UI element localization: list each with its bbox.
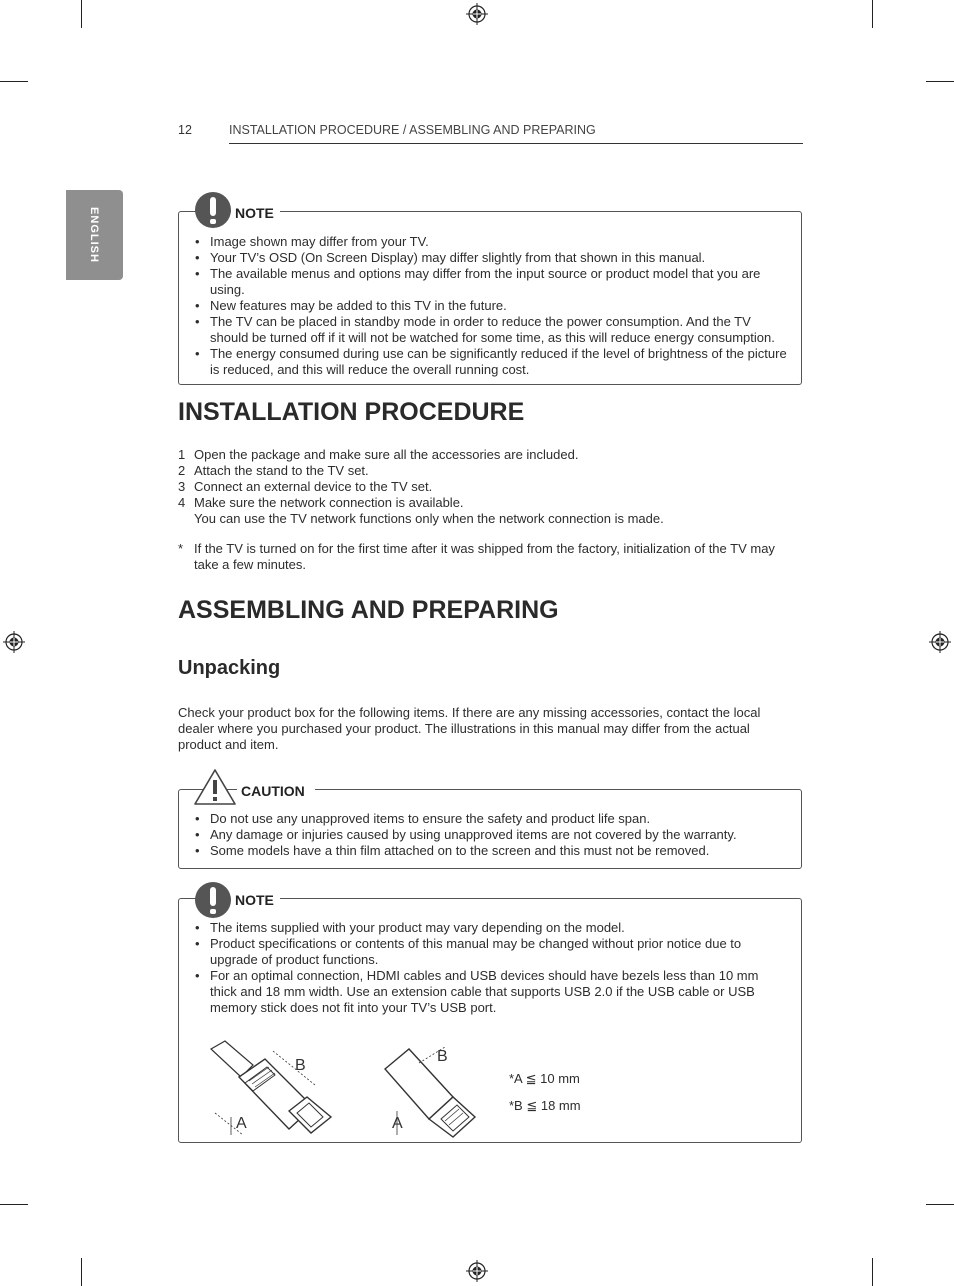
step-text: Connect an external device to the TV set. [194, 479, 433, 494]
crop-mark [0, 1204, 28, 1205]
crop-mark [872, 0, 873, 28]
note-item: • Image shown may differ from your TV. [191, 234, 787, 250]
caution-item: • Any damage or injuries caused by using unapproved items are not covered by the warranty. [191, 827, 787, 843]
page-number: 12 [178, 123, 192, 137]
step-number: 1 [178, 447, 186, 462]
caution-label: CAUTION [237, 783, 315, 799]
exclamation-icon [195, 192, 231, 228]
dimension-label-a: A [236, 1115, 247, 1132]
unpacking-heading: Unpacking [178, 657, 281, 679]
note-item: • Your TV’s OSD (On Screen Display) may differ slightly from that shown in this manual. [191, 250, 787, 266]
step-item [178, 447, 798, 463]
crop-mark [926, 1204, 954, 1205]
note-item: • New features may be added to this TV in the future. [191, 298, 787, 314]
language-tab-label: ENGLISH [88, 207, 100, 263]
note-item: • The items supplied with your product may vary depending on the model. [191, 920, 787, 936]
registration-mark-icon [929, 631, 951, 653]
registration-mark-icon [466, 3, 488, 25]
crop-mark [81, 0, 82, 28]
note-item: • The TV can be placed in standby mode in order to reduce the power consumption. And the TV should be turned off if it will not be watched for some time, as this will reduce energy consumption. [191, 314, 787, 346]
spec-a: *A ≦ 10 mm [509, 1071, 580, 1086]
crop-mark [0, 81, 28, 82]
note-item: • The energy consumed during use can be significantly reduced if the level of brightness of the picture is reduced, and this will reduce the overall running cost. [191, 346, 787, 378]
step-extra-text: You can use the TV network functions only when the network connection is made. [194, 511, 664, 526]
crop-mark [872, 1258, 873, 1286]
note-label: NOTE [231, 892, 280, 908]
running-header: INSTALLATION PROCEDURE / ASSEMBLING AND PREPARING [229, 123, 596, 137]
unpacking-intro: Check your product box for the following items. If there are any missing accessories, contact the local dealer where you purchased your product. The illustrations in this manual may differ from the actual product and item. [178, 705, 761, 752]
installation-heading: INSTALLATION PROCEDURE [178, 398, 525, 426]
exclamation-icon [195, 882, 231, 918]
step-text: Open the package and make sure all the accessories are included. [194, 447, 579, 462]
note-item: • For an optimal connection, HDMI cables and USB devices should have bezels less than 10 mm thick and 18 mm width. Use an extension cable that supports USB 2.0 if the USB cable or USB memory stick does not fit into your TV’s USB port. [191, 968, 787, 1016]
step-item-extra [178, 511, 798, 527]
assembling-heading: ASSEMBLING AND PREPARING [178, 596, 559, 624]
registration-mark-icon [466, 1260, 488, 1282]
crop-mark [926, 81, 954, 82]
crop-mark [81, 1258, 82, 1286]
caution-item: • Some models have a thin film attached on to the screen and this must not be removed. [191, 843, 787, 859]
step-text: Make sure the network connection is available. [194, 495, 464, 510]
step-item [178, 463, 798, 479]
registration-mark-icon [3, 631, 25, 653]
note-box [178, 892, 802, 1143]
note-list [191, 920, 787, 1016]
language-tab [66, 190, 123, 280]
caution-box [178, 783, 802, 869]
spec-b: *B ≦ 18 mm [509, 1098, 581, 1113]
hdmi-connector-illustration [203, 1037, 343, 1137]
dimension-label-b: B [437, 1048, 448, 1065]
step-number: 3 [178, 479, 186, 494]
dimension-label-b: B [295, 1057, 306, 1074]
note-box [178, 205, 802, 385]
installation-steps [178, 447, 798, 527]
caution-list [191, 811, 787, 859]
step-item [178, 479, 798, 495]
note-label: NOTE [231, 205, 280, 221]
caution-item: • Do not use any unapproved items to ensure the safety and product life span. [191, 811, 787, 827]
step-text: Attach the stand to the TV set. [194, 463, 369, 478]
step-number: 4 [178, 495, 186, 510]
header-rule [229, 143, 803, 144]
warning-triangle-icon [193, 768, 237, 806]
note-item: • The available menus and options may differ from the input source or product model that you are using. [191, 266, 787, 298]
dimension-label-a: A [392, 1115, 403, 1132]
note-list [191, 234, 787, 378]
step-number: 2 [178, 463, 186, 478]
step-item [178, 495, 798, 511]
footnote-mark: * [178, 541, 184, 556]
note-item: • Product specifications or contents of this manual may be changed without prior notice due to upgrade of product functions. [191, 936, 787, 968]
footnote-text: If the TV is turned on for the first time after it was shipped from the factory, initialization of the TV may take a few minutes. [194, 541, 775, 572]
